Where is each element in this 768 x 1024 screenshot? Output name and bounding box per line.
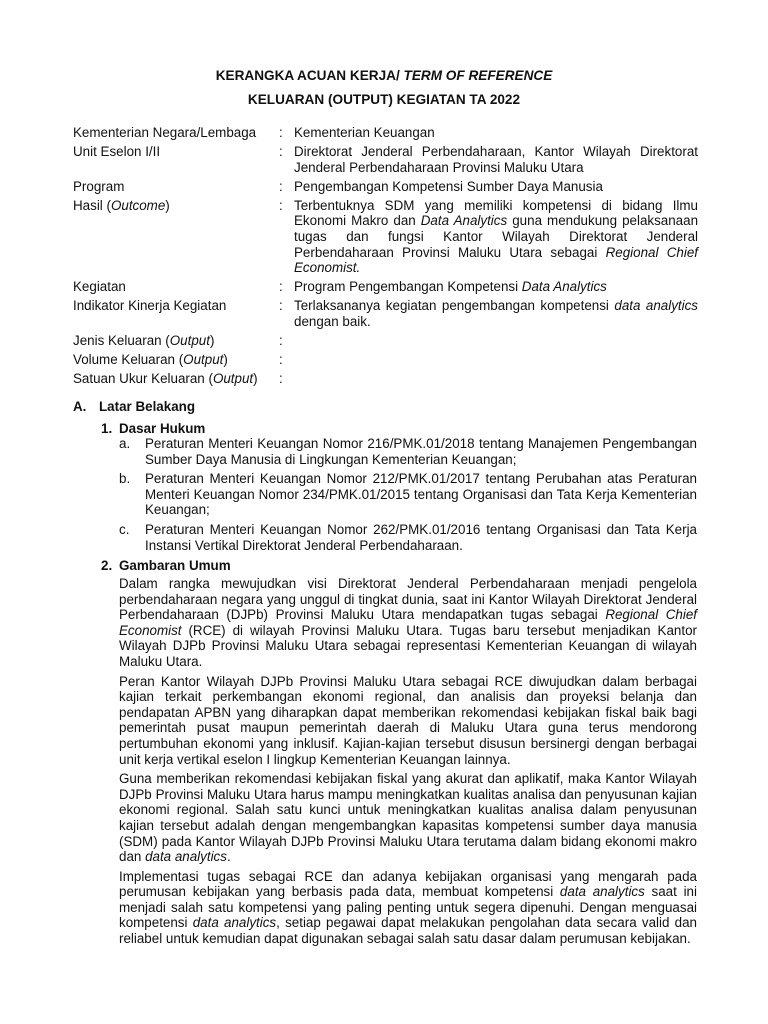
paragraph xyxy=(119,869,697,947)
meta-separator: : xyxy=(279,371,283,387)
legal-basis-list xyxy=(119,436,697,557)
list-marker: a. xyxy=(119,436,131,451)
subsection-title: Gambaran Umum xyxy=(119,558,231,573)
paragraph-italic: Regional Chief Economist xyxy=(119,607,697,638)
meta-value: Kementerian Keuangan xyxy=(294,125,435,140)
value-text: Terbentuknya SDM yang memiliki kompetensi di bidang Ilmu Ekonomi Makro dan xyxy=(294,197,698,229)
meta-separator: : xyxy=(279,333,283,349)
label-text: ) xyxy=(209,333,215,349)
paragraph-italic: data analytics xyxy=(559,884,645,900)
value-italic: Data Analytics xyxy=(521,279,607,295)
meta-row-kementerian xyxy=(73,125,698,141)
value-italic: Data Analytics xyxy=(420,213,508,229)
meta-value xyxy=(294,279,698,295)
meta-label xyxy=(73,198,279,276)
title-text: KERANGKA ACUAN KERJA/ xyxy=(215,68,404,83)
meta-value: Direktorat Jenderal Perbendaharaan, Kantor Wilayah Direktorat Jenderal Perbendaharaan Provinsi Maluku Utara xyxy=(294,144,698,175)
meta-row-indikator xyxy=(73,298,698,329)
list-item-text: Peraturan Menteri Keuangan Nomor 212/PMK.01/2017 tentang Perubahan atas Peraturan Menteri Keuangan Nomor 234/PMK.01/2015 tentang Organisasi dan Tata Kerja Kementerian Keuangan; xyxy=(145,471,697,518)
list-marker: b. xyxy=(119,471,131,487)
value-text: guna mendukung pelaksanaan tugas dan fungsi Kantor Wilayah Direktorat Jenderal Perbendaharaan Provinsi Maluku Utara sebagai xyxy=(294,213,699,260)
paragraph-text: Implementasi tugas sebagai RCE dan adanya kebijakan organisasi yang mengarah pada perumusan kebijakan yang berbasis pada data, membuat kompetensi xyxy=(119,868,697,900)
overview-body xyxy=(119,576,697,951)
label-text: Hasil ( xyxy=(73,197,111,213)
meta-label xyxy=(73,352,279,368)
meta-separator: : xyxy=(279,178,283,194)
meta-separator: : xyxy=(279,352,283,368)
paragraph xyxy=(119,771,697,865)
document-title xyxy=(0,68,768,84)
label-italic: Outcome xyxy=(110,197,166,213)
section-title: Latar Belakang xyxy=(99,399,196,414)
section-heading xyxy=(73,399,195,415)
label-text: Jenis Keluaran ( xyxy=(73,333,170,349)
meta-table xyxy=(73,125,698,390)
value-italic: Regional Chief Economist. xyxy=(294,244,698,276)
meta-row-kegiatan xyxy=(73,279,698,295)
meta-value-empty xyxy=(294,352,698,368)
paragraph-text: Guna memberikan rekomendasi kebijakan fiskal yang akurat dan aplikatif, maka Kantor Wilayah DJPb Provinsi Maluku Utara harus mampu meningkatkan kualitas analisa dan penyusunan kajian ekonomi regional. Salah satu kunci untuk meningkatkan kualitas analisa dalam penyusunan kajian tersebut adalah dengan mengembangkan kapasitas kompetensi sumber daya manusia (SDM) pada Kantor Wilayah DJPb Provinsi Maluku Utara terutama dalam bidang ekonomi makro dan xyxy=(119,771,697,865)
meta-value-empty xyxy=(294,333,698,349)
meta-label: Kegiatan xyxy=(73,279,126,295)
paragraph-text: Dalam rangka mewujudkan visi Direktorat Jenderal Perbendaharaan menjadi pengelola perbendaharaan negara yang unggul di tingkat dunia, saat ini Kantor Wilayah Direktorat Jenderal Perbendaharaan (DJPb) Provinsi Maluku Utara mendapatkan tugas sebagai xyxy=(119,576,697,623)
meta-separator: : xyxy=(279,197,283,213)
meta-label xyxy=(73,333,279,349)
subsection-number: 1. xyxy=(101,421,113,436)
label-italic: Output xyxy=(183,352,224,368)
list-item xyxy=(119,471,697,518)
value-text: Program Pengembangan Kompetensi xyxy=(294,279,522,295)
label-text: ) xyxy=(253,371,258,387)
meta-value-empty xyxy=(294,371,698,387)
meta-label: Unit Eselon I/II xyxy=(73,144,161,160)
value-text: dengan baik. xyxy=(294,314,371,330)
paragraph-text: saat ini menjadi salah satu kompetensi yang paling penting untuk segera dipenuhi. Dengan menguasai kompetensi xyxy=(119,884,697,931)
meta-row-unit xyxy=(73,144,698,175)
meta-row-volume xyxy=(73,352,698,368)
value-italic: data analytics xyxy=(614,298,698,314)
meta-value xyxy=(294,298,698,329)
meta-separator: : xyxy=(279,279,283,295)
meta-row-satuan xyxy=(73,371,698,387)
meta-value xyxy=(294,198,698,276)
meta-row-jenis xyxy=(73,333,698,349)
meta-label: Indikator Kinerja Kegiatan xyxy=(73,298,227,314)
subsection-heading-gambaran-umum xyxy=(101,558,231,574)
meta-separator: : xyxy=(279,125,283,140)
label-text: Satuan Ukur Keluaran ( xyxy=(73,371,213,387)
paragraph: Peran Kantor Wilayah DJPb Provinsi Maluku Utara sebagai RCE diwujudkan dalam berbagai kajian terkait perkembangan ekonomi regional, dan analisis dan proyeksi belanja dan pendapatan APBN yang diharapkan dapat memberikan rekomendasi kebijakan fiskal baik bagi pemerintah pusat maupun pemerintah daerah di Maluku Utara guna terus mendorong pertumbuhan ekonomi yang inklusif. Kajian-kajian tersebut disusun bersinergi dengan berbagai unit kerja vertikal eselon I lingkup Kementerian Keuangan lainnya. xyxy=(119,673,697,767)
list-item-text: Peraturan Menteri Keuangan Nomor 216/PMK.01/2018 tentang Manajemen Pengembangan Sumber Daya Manusia di Lingkungan Kementerian Keuangan; xyxy=(145,436,697,467)
subsection-heading-dasar-hukum xyxy=(101,421,205,437)
subsection-number: 2. xyxy=(101,558,113,573)
paragraph xyxy=(119,576,697,670)
list-item-text: Peraturan Menteri Keuangan Nomor 262/PMK.01/2016 tentang Organisasi dan Tata Kerja Instansi Vertikal Direktorat Jenderal Perbendaharaan. xyxy=(145,521,697,553)
meta-separator: : xyxy=(279,298,283,314)
meta-label xyxy=(73,371,279,387)
meta-value: Pengembangan Kompetensi Sumber Daya Manusia xyxy=(294,178,603,194)
paragraph-italic: data analytics xyxy=(145,849,227,865)
label-italic: Output xyxy=(212,371,254,387)
section-letter: A. xyxy=(73,399,87,414)
label-text: Volume Keluaran ( xyxy=(73,352,184,368)
list-item xyxy=(119,436,697,467)
meta-label: Program xyxy=(73,178,125,194)
title-italic-text: TERM OF REFERENCE xyxy=(403,68,553,83)
meta-row-hasil xyxy=(73,198,698,276)
paragraph-text: (RCE) di wilayah Provinsi Maluku Utara. Tugas baru tersebut menjadikan Kantor Wilayah DJPb Provinsi Maluku Utara sebagai representasi Kementerian Keuangan di wilayah Maluku Utara. xyxy=(119,622,697,669)
meta-separator: : xyxy=(279,144,283,160)
label-italic: Output xyxy=(169,333,210,349)
meta-row-program xyxy=(73,179,698,195)
list-item xyxy=(119,522,697,553)
label-text: ) xyxy=(165,197,170,213)
list-marker: c. xyxy=(119,521,130,537)
paragraph-text: . xyxy=(226,849,231,865)
paragraph-text: , setiap pegawai dapat melakukan pengolahan data secara valid dan reliabel untuk kemudian dapat digunakan sebagai salah satu dasar dalam perumusan kebijakan. xyxy=(119,915,697,947)
meta-label: Kementerian Negara/Lembaga xyxy=(73,125,257,140)
value-text: Terlaksananya kegiatan pengembangan kompetensi xyxy=(294,298,615,314)
subsection-title: Dasar Hukum xyxy=(119,421,206,436)
label-text: ) xyxy=(223,352,228,368)
document-subtitle: KELUARAN (OUTPUT) KEGIATAN TA 2022 xyxy=(247,92,521,107)
paragraph-italic: data analytics xyxy=(192,915,277,931)
